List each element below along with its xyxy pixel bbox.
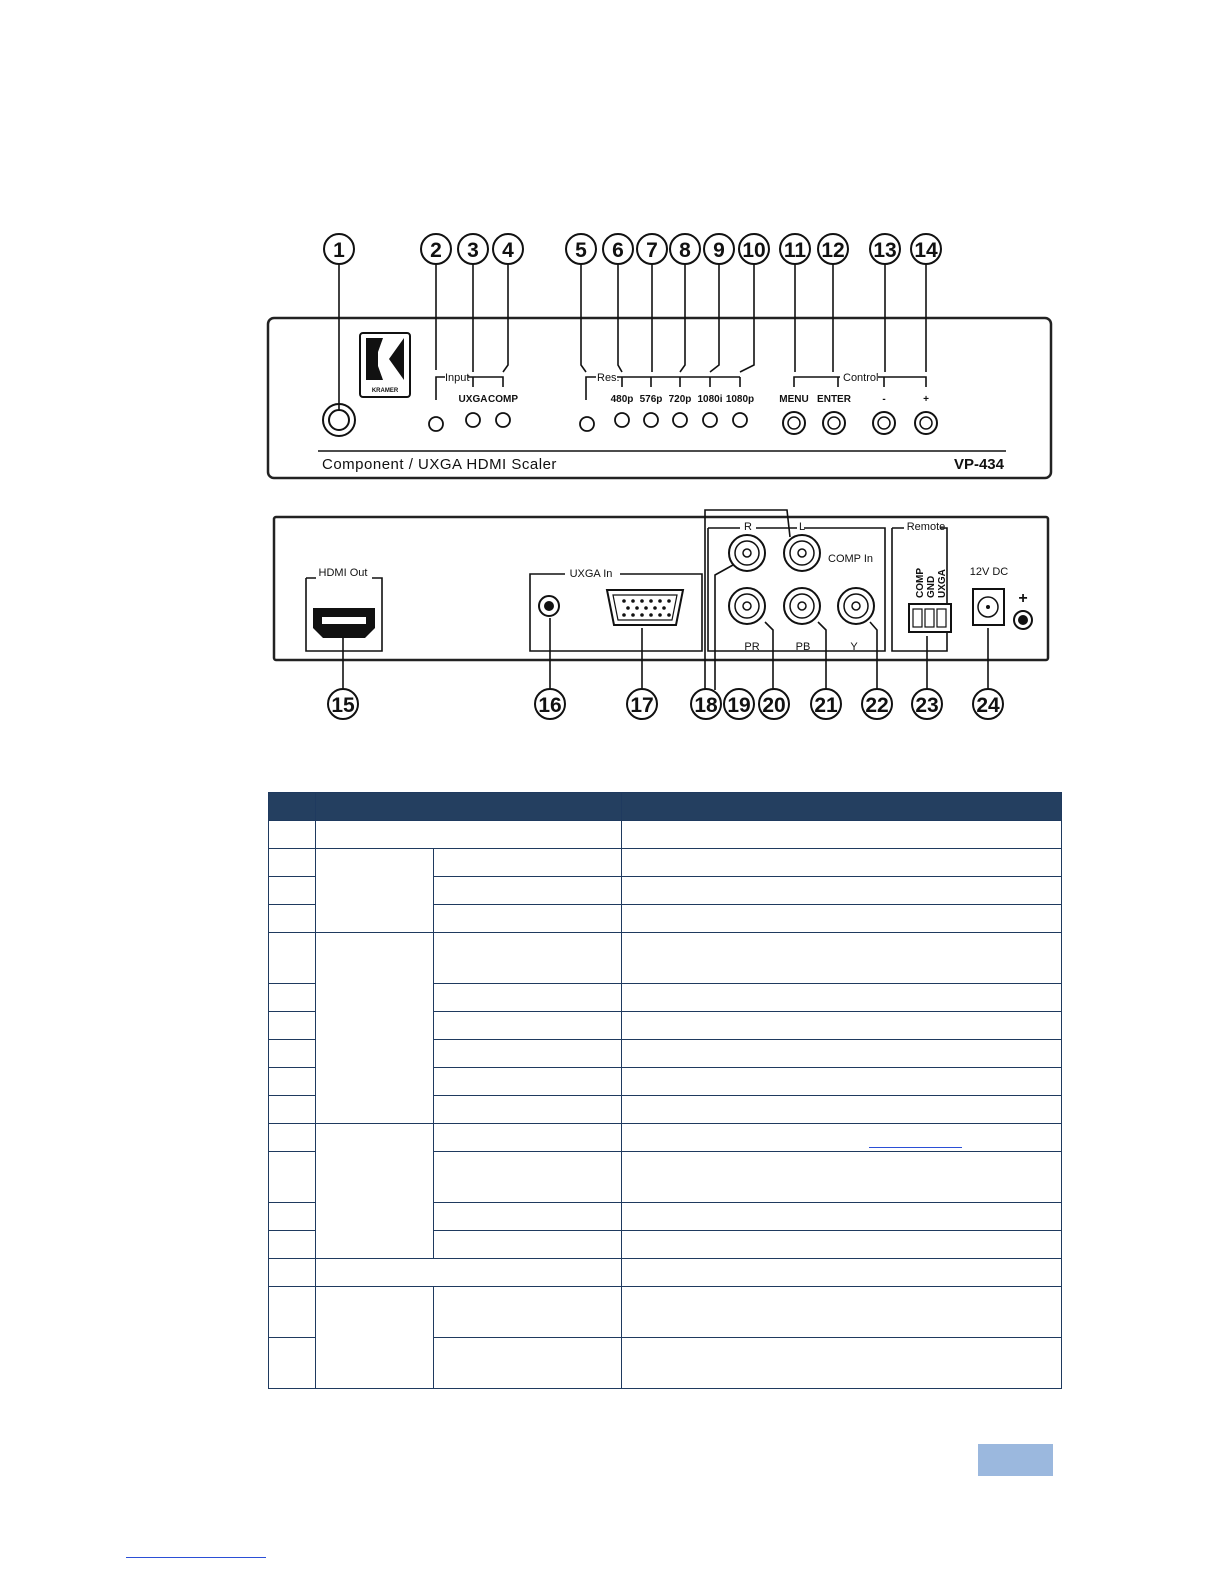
callout-14 (911, 234, 941, 264)
rca-pb (784, 588, 820, 624)
res-led-576p (644, 413, 658, 427)
callout-22 (862, 689, 892, 719)
svg-text:3: 3 (467, 239, 479, 262)
footer-link-underline[interactable] (126, 1557, 266, 1558)
svg-text:6: 6 (612, 239, 624, 262)
control-group-label: Control (843, 372, 879, 384)
svg-text:11: 11 (783, 239, 807, 262)
power-label: 12V DC (969, 566, 1009, 578)
remote-pin-comp: COMP (915, 568, 926, 598)
callout-17 (627, 689, 657, 719)
input-group-label: Input (445, 372, 470, 384)
res-led-480p (615, 413, 629, 427)
plus-button (915, 412, 937, 434)
product-title: Component / UXGA HDMI Scaler (322, 456, 557, 473)
callout-18 (691, 689, 721, 719)
table-row (269, 821, 1062, 849)
callout-15 (328, 689, 358, 719)
callout-4 (493, 234, 523, 264)
svg-text:16: 16 (538, 694, 562, 717)
audio-r-label: R (744, 521, 752, 533)
feature-table (268, 792, 1062, 1389)
res-label-576p: 576p (639, 394, 663, 405)
callout-19 (724, 689, 754, 719)
res-label-480p: 480p (610, 394, 634, 405)
svg-text:1: 1 (333, 239, 345, 262)
input-label-comp: COMP (488, 394, 518, 405)
svg-text:10: 10 (742, 239, 766, 262)
enter-button (823, 412, 845, 434)
pr-label: PR (744, 641, 760, 653)
power-plus-label: + (1018, 590, 1028, 607)
control-label-plus: + (923, 394, 929, 405)
svg-text:21: 21 (814, 694, 838, 717)
svg-text:18: 18 (694, 694, 718, 717)
svg-text:8: 8 (679, 239, 691, 262)
comp-in-label: COMP In (828, 553, 874, 565)
svg-text:14: 14 (914, 239, 938, 262)
pb-label: PB (795, 641, 811, 653)
input-label-uxga: UXGA (458, 394, 488, 405)
terminal-block (909, 604, 951, 632)
audio-jack (539, 596, 559, 616)
product-model: VP-434 (953, 456, 1004, 473)
res-led-1080i (703, 413, 717, 427)
kramer-wordmark: KRAMER (371, 388, 399, 394)
table-row (269, 1259, 1062, 1287)
res-label-720p: 720p (668, 394, 692, 405)
svg-text:19: 19 (727, 694, 751, 717)
vga-connector (607, 590, 683, 625)
res-label-1080p: 1080p (725, 394, 755, 405)
svg-text:4: 4 (502, 239, 514, 262)
svg-text:5: 5 (575, 239, 587, 262)
res-group-label: Res. (597, 372, 620, 384)
page-number-tab (978, 1444, 1053, 1476)
svg-text:12: 12 (821, 239, 845, 262)
callout-20 (759, 689, 789, 719)
svg-text:7: 7 (646, 239, 658, 262)
control-label-enter: ENTER (817, 394, 851, 405)
kramer-logo (360, 333, 410, 397)
callout-10 (739, 234, 769, 264)
rca-audio-r (729, 535, 765, 571)
rear-callouts (328, 689, 1003, 719)
control-label-menu: MENU (779, 394, 809, 405)
callout-23 (912, 689, 942, 719)
res-led-1080p (733, 413, 747, 427)
comp-led (496, 413, 510, 427)
rca-y (838, 588, 874, 624)
header-cell-number (269, 793, 316, 821)
callout-21 (811, 689, 841, 719)
y-label: Y (850, 641, 858, 653)
res-label-1080i: 1080i (697, 394, 723, 405)
hdmi-connector (313, 608, 375, 638)
front-callouts (324, 234, 941, 264)
device-diagram (0, 0, 1225, 760)
hdmi-out-label: HDMI Out (318, 567, 368, 579)
res-led-720p (673, 413, 687, 427)
callout-1 (324, 234, 354, 264)
callout-3 (458, 234, 488, 264)
callout-7 (637, 234, 667, 264)
callout-11 (780, 234, 810, 264)
minus-button (873, 412, 895, 434)
input-button (429, 417, 443, 431)
dc-power-jack (973, 589, 1004, 625)
remote-label: Remote (906, 521, 946, 533)
svg-text:15: 15 (331, 694, 355, 717)
callout-13 (870, 234, 900, 264)
table-row (269, 849, 1062, 877)
callout-16 (535, 689, 565, 719)
svg-text:20: 20 (762, 694, 786, 717)
audio-l-label: L (798, 521, 806, 533)
table-header-row (269, 793, 1062, 821)
svg-text:22: 22 (865, 694, 889, 717)
rca-audio-l (784, 535, 820, 571)
svg-text:2: 2 (430, 239, 442, 262)
table-link-underline[interactable] (869, 1147, 962, 1148)
remote-pin-gnd: GND (926, 575, 937, 598)
table-row (269, 1287, 1062, 1338)
rca-pr (729, 588, 765, 624)
menu-button (783, 412, 805, 434)
callout-24 (973, 689, 1003, 719)
callout-9 (704, 234, 734, 264)
control-label-minus: - (882, 394, 886, 405)
uxga-in-label: UXGA In (569, 568, 613, 580)
callout-6 (603, 234, 633, 264)
header-cell-function (622, 793, 1062, 821)
svg-text:24: 24 (976, 694, 1000, 717)
res-button (580, 417, 594, 431)
callout-2 (421, 234, 451, 264)
callout-5 (566, 234, 596, 264)
svg-text:13: 13 (873, 239, 897, 262)
callout-8 (670, 234, 700, 264)
callout-12 (818, 234, 848, 264)
svg-text:17: 17 (630, 694, 654, 717)
uxga-led (466, 413, 480, 427)
ground-jack (1014, 611, 1032, 629)
svg-text:23: 23 (915, 694, 939, 717)
header-cell-feature (316, 793, 622, 821)
remote-pin-uxga: UXGA (937, 569, 948, 598)
table-row (269, 933, 1062, 984)
svg-text:9: 9 (713, 239, 725, 262)
